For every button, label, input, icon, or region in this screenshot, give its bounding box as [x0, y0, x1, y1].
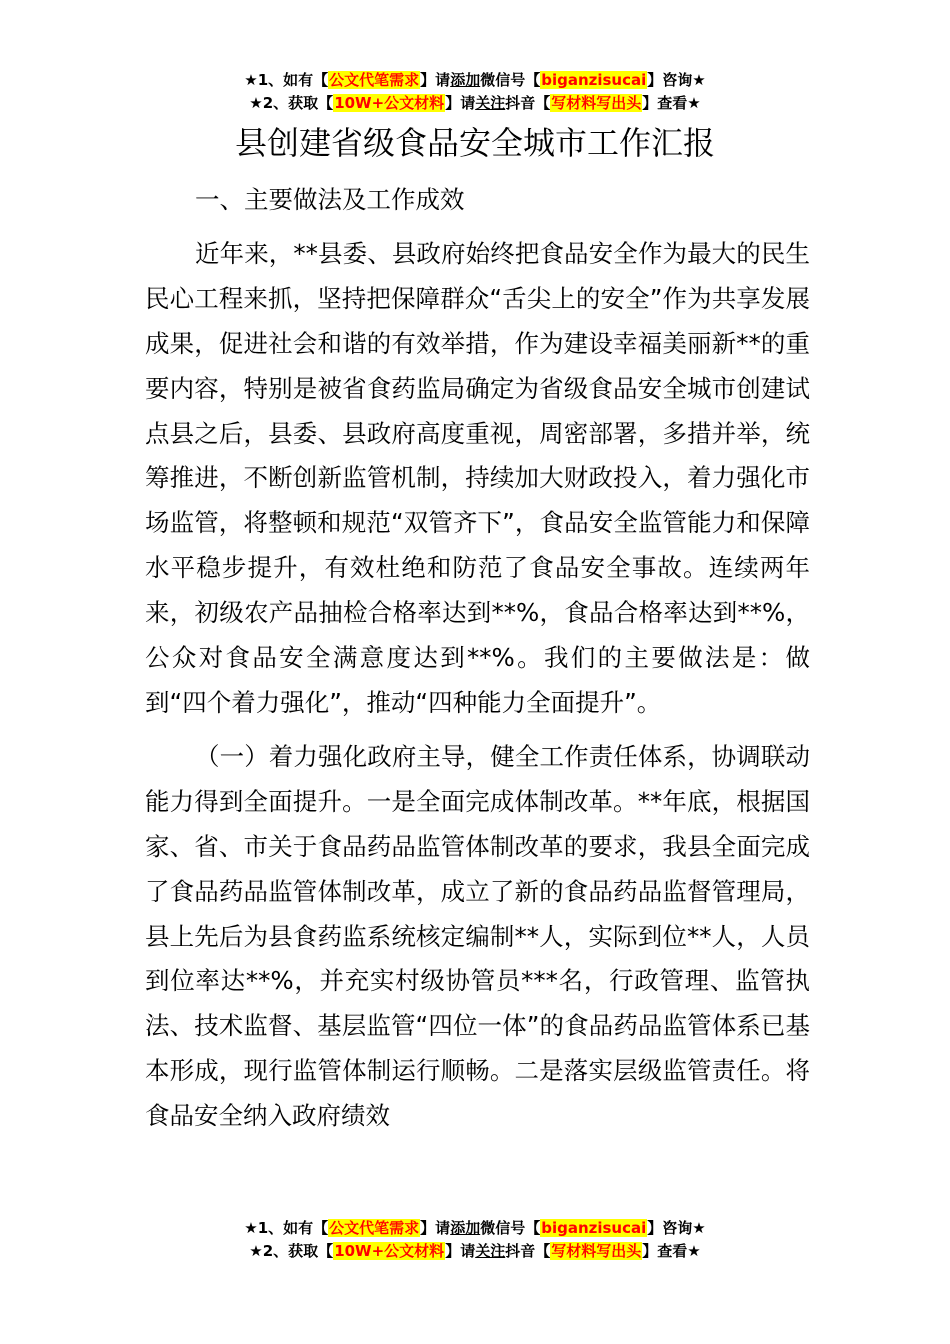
- banner-highlight: 写材料写出头: [551, 1242, 642, 1260]
- banner-underlined-text: 关注: [475, 94, 506, 112]
- banner-line-1: [0, 69, 950, 92]
- banner-text: ★1、如有【: [244, 71, 329, 89]
- banner-text: 】咨询★: [647, 1219, 706, 1237]
- banner-underlined-text: 关注: [475, 1242, 506, 1260]
- banner-text: ★1、如有【: [244, 1219, 329, 1237]
- banner-text: 】请: [420, 1219, 451, 1237]
- banner-text: 微信号【: [480, 71, 541, 89]
- banner-text: 】请: [445, 1242, 476, 1260]
- banner-text: 】查看★: [642, 1242, 701, 1260]
- banner-highlight: biganzisucai: [541, 1219, 647, 1237]
- banner-highlight: 10W+公文材料: [334, 94, 445, 112]
- banner-line-2: [0, 92, 950, 115]
- banner-text: ★2、获取【: [249, 1242, 334, 1260]
- document-body: [145, 178, 810, 1139]
- banner-underlined-text: 添加: [450, 1219, 481, 1237]
- banner-text: 微信号【: [480, 1219, 541, 1237]
- bottom-banner: [0, 1217, 950, 1263]
- banner-line-1: [0, 1217, 950, 1240]
- top-banner: [0, 69, 950, 115]
- banner-text: 】请: [445, 94, 476, 112]
- body-paragraph: 近年来，**县委、县政府始终把食品安全作为最大的民生民心工程来抓，坚持把保障群众“舌尖上的安全”作为共享发展成果，促进社会和谐的有效举措，作为建设幸福美丽新**的重要内容，特别是被省食药监局确定为省级食品安全城市创建试点县之后，县委、县政府高度重视，周密部署，多措并举，统筹推进，不断创新监管机制，持续加大财政投入，着力强化市场监管，将整顿和规范“双管齐下”，食品安全监管能力和保障水平稳步提升，有效杜绝和防范了食品安全事故。连续两年来，初级农产品抽检合格率达到**%，食品合格率达到**%，公众对食品安全满意度达到**%。我们的主要做法是：做到“四个着力强化”，推动“四种能力全面提升”。: [145, 238, 810, 717]
- banner-text: ★2、获取【: [249, 94, 334, 112]
- banner-highlight: biganzisucai: [541, 71, 647, 89]
- banner-highlight: 写材料写出头: [551, 94, 642, 112]
- banner-text: 】查看★: [642, 94, 701, 112]
- banner-text: 】咨询★: [647, 71, 706, 89]
- document-title: 县创建省级食品安全城市工作汇报: [234, 124, 715, 162]
- banner-text: 抖音【: [505, 94, 551, 112]
- banner-line-2: [0, 1240, 950, 1263]
- banner-highlight: 公文代笔需求: [329, 1219, 420, 1237]
- banner-text: 抖音【: [505, 1242, 551, 1260]
- section-heading: 一、主要做法及工作成效: [195, 185, 465, 214]
- banner-text: 】请: [420, 71, 451, 89]
- body-paragraph: （一）着力强化政府主导，健全工作责任体系，协调联动能力得到全面提升。一是全面完成体制改革。**年底，根据国家、省、市关于食品药品监管体制改革的要求，我县全面完成了食品药品监管体制改革，成立了新的食品药品监督管理局，县上先后为县食药监系统核定编制**人，实际到位**人，人员到位率达**%，并充实村级协管员***名，行政管理、监管执法、技术监督、基层监管“四位一体”的食品药品监管体系已基本形成，现行监管体制运行顺畅。二是落实层级监管责任。将食品安全纳入政府绩效: [145, 741, 810, 1131]
- banner-underlined-text: 添加: [450, 71, 481, 89]
- banner-highlight: 公文代笔需求: [329, 71, 420, 89]
- banner-highlight: 10W+公文材料: [334, 1242, 445, 1260]
